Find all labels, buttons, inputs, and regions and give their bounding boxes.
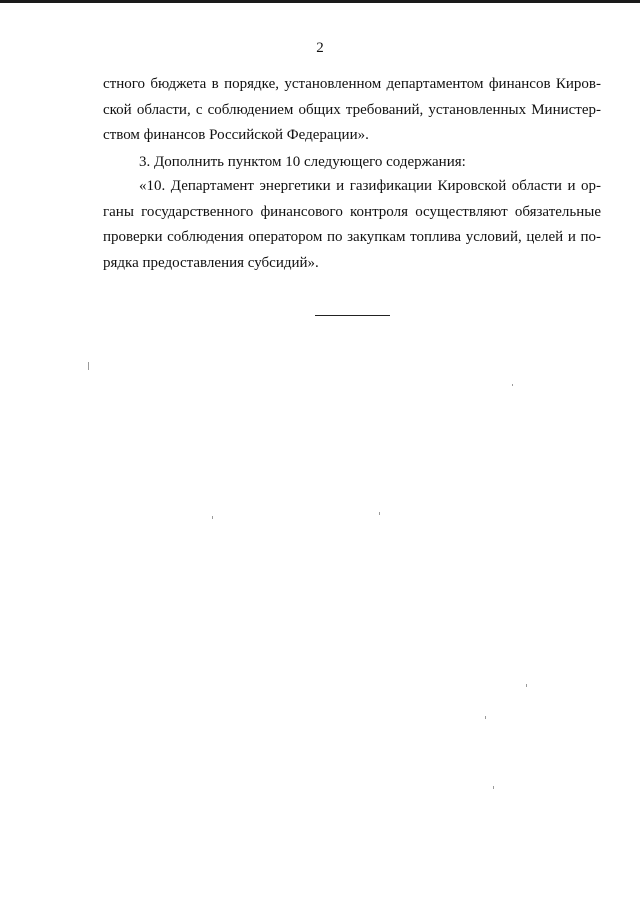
page-number: 2: [316, 40, 324, 56]
paragraph-3-line-1: «10. Департамент энергетики и газификации Кировской области и ор-: [139, 178, 601, 194]
end-of-text-rule: [315, 315, 390, 316]
top-border-line: [0, 0, 640, 3]
paragraph-3-line-2: ганы государственного финансового контроля осуществляют обязательные: [103, 203, 601, 220]
paragraph-1-line-3: ством финансов Российской Федерации».: [103, 127, 369, 143]
scan-speck: [493, 786, 494, 789]
paragraph-3-line-3: проверки соблюдения оператором по закупкам топлива условий, целей и по-: [103, 229, 601, 245]
paragraph-1-line-2: ской области, с соблюдением общих требований, установленных Министер-: [103, 101, 601, 118]
paragraph-3-line-4: рядка предоставления субсидий».: [103, 254, 319, 271]
scan-speck: [212, 516, 213, 519]
scan-speck: [88, 362, 89, 370]
paragraph-3: [103, 174, 601, 276]
scan-speck: [512, 384, 513, 386]
paragraph-1: [103, 72, 601, 149]
scan-speck: [526, 684, 527, 687]
paragraph-2: [103, 150, 601, 176]
paragraph-1-line-1: стного бюджета в порядке, установленном департаментом финансов Киров-: [103, 76, 601, 92]
scan-speck: [379, 512, 380, 515]
paragraph-2-line-1: 3. Дополнить пунктом 10 следующего содержания:: [139, 154, 466, 170]
scan-speck: [485, 716, 486, 719]
